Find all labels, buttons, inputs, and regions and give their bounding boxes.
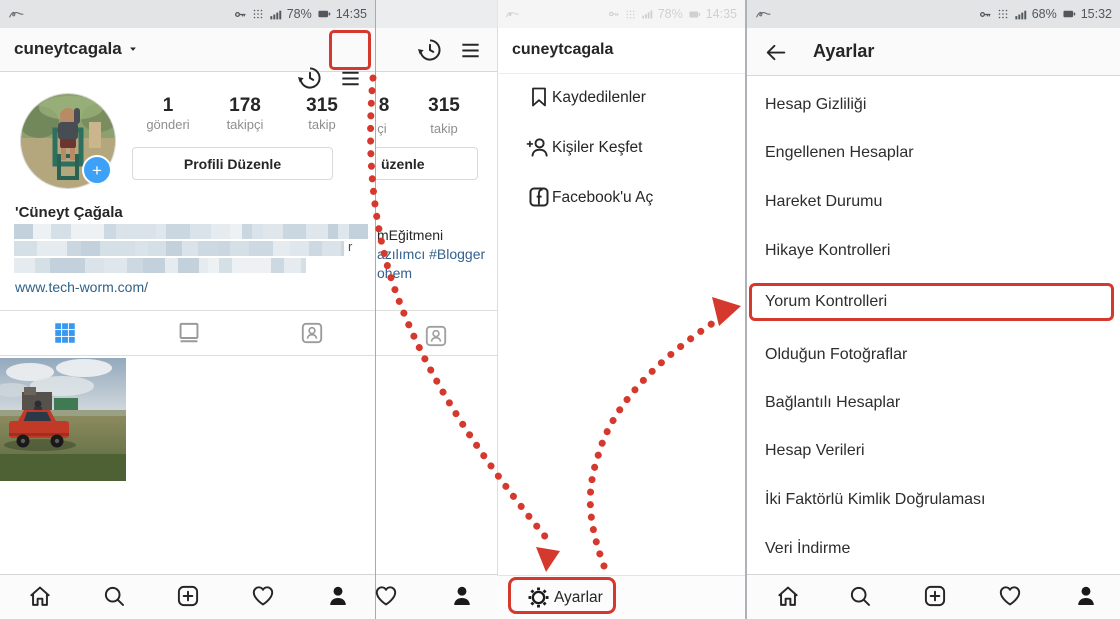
display-name: 'Cüneyt Çağala bbox=[15, 204, 123, 221]
history-button[interactable] bbox=[416, 36, 444, 64]
battery-icon bbox=[317, 7, 331, 21]
clock-text: 14:35 bbox=[335, 7, 367, 21]
menu-item-saved[interactable] bbox=[497, 85, 745, 133]
settings-item-activity-status[interactable]: Hareket Durumu bbox=[765, 193, 883, 210]
hamburger-menu-button[interactable] bbox=[339, 67, 362, 90]
gesture-icon bbox=[8, 6, 25, 23]
status-bar-faded bbox=[376, 0, 497, 28]
stat-partial-value: 8 bbox=[378, 95, 390, 116]
stat-following[interactable] bbox=[292, 95, 352, 132]
home-icon[interactable] bbox=[27, 583, 53, 609]
search-icon[interactable] bbox=[847, 583, 873, 609]
settings-item-comment-controls[interactable]: Yorum Kontrolleri bbox=[765, 293, 888, 310]
stat-followers-label: takipçi bbox=[226, 117, 264, 132]
stat-posts-label: gönderi bbox=[146, 117, 190, 132]
settings-label: Ayarlar bbox=[554, 589, 603, 606]
stat-posts[interactable] bbox=[138, 95, 198, 132]
profile-icon[interactable] bbox=[1073, 583, 1099, 609]
battery-percent: 68% bbox=[1031, 7, 1057, 21]
settings-item-account-data[interactable]: Hesap Verileri bbox=[765, 442, 865, 459]
new-post-icon[interactable] bbox=[175, 583, 201, 609]
annotation-box-comment-controls bbox=[749, 283, 1114, 321]
search-icon[interactable] bbox=[101, 583, 127, 609]
bookmark-icon bbox=[527, 85, 551, 109]
home-icon[interactable] bbox=[775, 583, 801, 609]
activity-heart-icon[interactable] bbox=[250, 583, 276, 609]
back-arrow-icon[interactable] bbox=[763, 40, 788, 65]
panel-divider bbox=[375, 0, 376, 619]
battery-icon bbox=[1062, 7, 1076, 21]
bio-line: mEğitmeni bbox=[377, 227, 444, 243]
bio-line[interactable]: ohem bbox=[377, 265, 413, 281]
bio-redacted-row bbox=[14, 258, 306, 273]
menu-item-open-facebook[interactable] bbox=[497, 185, 745, 233]
person-add-icon bbox=[525, 135, 550, 160]
key-icon bbox=[979, 8, 992, 21]
new-post-icon[interactable] bbox=[922, 583, 948, 609]
settings-item-data-download[interactable]: Veri İndirme bbox=[765, 540, 851, 557]
settings-item-blocked-accounts[interactable]: Engellenen Hesaplar bbox=[765, 144, 914, 161]
activity-heart-icon[interactable] bbox=[997, 583, 1023, 609]
clock-text: 15:32 bbox=[1080, 7, 1112, 21]
annotation-box-hamburger bbox=[329, 30, 371, 70]
stat-followers-value: 178 bbox=[229, 95, 261, 116]
bio-redacted-row bbox=[14, 241, 344, 256]
settings-header bbox=[747, 28, 1120, 76]
stat-following-label: takip bbox=[308, 117, 336, 132]
menu-item-label: Facebook'u Aç bbox=[552, 189, 654, 206]
profile-header-partial bbox=[376, 28, 497, 72]
edit-profile-button[interactable]: Profili Düzenle bbox=[132, 147, 333, 180]
post-thumbnail[interactable] bbox=[0, 358, 126, 481]
facebook-icon bbox=[527, 185, 551, 209]
menu-item-label: Kaydedilenler bbox=[552, 89, 646, 106]
tab-tagged[interactable] bbox=[299, 320, 325, 346]
chevron-down-icon bbox=[126, 42, 140, 56]
battery-percent: 78% bbox=[286, 7, 312, 21]
divider bbox=[497, 73, 745, 74]
stat-following-label: takip bbox=[430, 121, 458, 136]
username: cuneytcagala bbox=[14, 39, 122, 58]
mobile-data-icon bbox=[252, 8, 264, 20]
tab-grid[interactable] bbox=[52, 320, 78, 346]
tab-feed[interactable] bbox=[176, 320, 202, 346]
bio-redacted-row bbox=[14, 224, 368, 239]
clock-text: 14:35 bbox=[705, 7, 737, 21]
menu-item-discover-people[interactable] bbox=[497, 135, 745, 183]
add-story-badge[interactable]: + bbox=[82, 155, 112, 185]
stat-following-value: 315 bbox=[306, 95, 338, 116]
post-photo bbox=[0, 358, 126, 481]
bottom-nav bbox=[0, 574, 497, 619]
signal-icon bbox=[641, 8, 653, 20]
history-button[interactable] bbox=[296, 64, 324, 92]
bio-overflow-char: r bbox=[348, 239, 353, 254]
edit-profile-button-partial[interactable]: üzenle bbox=[376, 147, 478, 180]
stat-following-value: 315 bbox=[428, 95, 460, 116]
username-dropdown[interactable] bbox=[14, 39, 140, 59]
stat-posts-value: 1 bbox=[162, 95, 174, 116]
mobile-data-icon bbox=[997, 8, 1009, 20]
divider bbox=[0, 310, 497, 311]
key-icon bbox=[608, 8, 620, 20]
settings-item-two-factor-auth[interactable]: İki Faktörlü Kimlik Doğrulaması bbox=[765, 491, 986, 508]
signal-icon bbox=[1014, 8, 1027, 21]
battery-percent: 78% bbox=[657, 7, 683, 21]
website-link[interactable]: www.tech-worm.com/ bbox=[15, 279, 149, 295]
menu-item-label: Kişiler Keşfet bbox=[552, 139, 643, 156]
settings-title: Ayarlar bbox=[813, 41, 875, 61]
hamburger-menu-button[interactable] bbox=[459, 39, 482, 62]
profile-icon[interactable] bbox=[325, 583, 351, 609]
tab-tagged[interactable] bbox=[423, 323, 449, 349]
stat-partial-label: çi bbox=[377, 121, 387, 136]
gesture-icon bbox=[505, 7, 520, 22]
settings-item-linked-accounts[interactable]: Bağlantılı Hesaplar bbox=[765, 394, 901, 411]
mobile-data-icon bbox=[625, 9, 636, 20]
key-icon bbox=[234, 8, 247, 21]
settings-item-account-privacy[interactable]: Hesap Gizliliği bbox=[765, 96, 867, 113]
divider bbox=[0, 355, 497, 356]
stat-followers[interactable] bbox=[215, 95, 275, 132]
settings-item-photos-of-you[interactable]: Olduğun Fotoğraflar bbox=[765, 346, 908, 363]
signal-icon bbox=[269, 8, 282, 21]
status-bar-faded bbox=[497, 0, 745, 28]
menu-title-username: cuneytcagala bbox=[512, 41, 614, 58]
battery-icon bbox=[688, 8, 701, 21]
panel-divider bbox=[745, 0, 747, 619]
status-bar bbox=[747, 0, 1120, 28]
activity-heart-icon[interactable] bbox=[373, 583, 399, 609]
annotation-box-settings bbox=[508, 577, 616, 614]
status-bar bbox=[0, 0, 375, 28]
gesture-icon bbox=[755, 6, 772, 23]
profile-header bbox=[0, 28, 375, 72]
profile-icon[interactable] bbox=[449, 583, 475, 609]
settings-item-story-controls[interactable]: Hikaye Kontrolleri bbox=[765, 242, 891, 259]
bio-hashtag-line[interactable]: azılımcı #Blogger bbox=[377, 246, 486, 262]
